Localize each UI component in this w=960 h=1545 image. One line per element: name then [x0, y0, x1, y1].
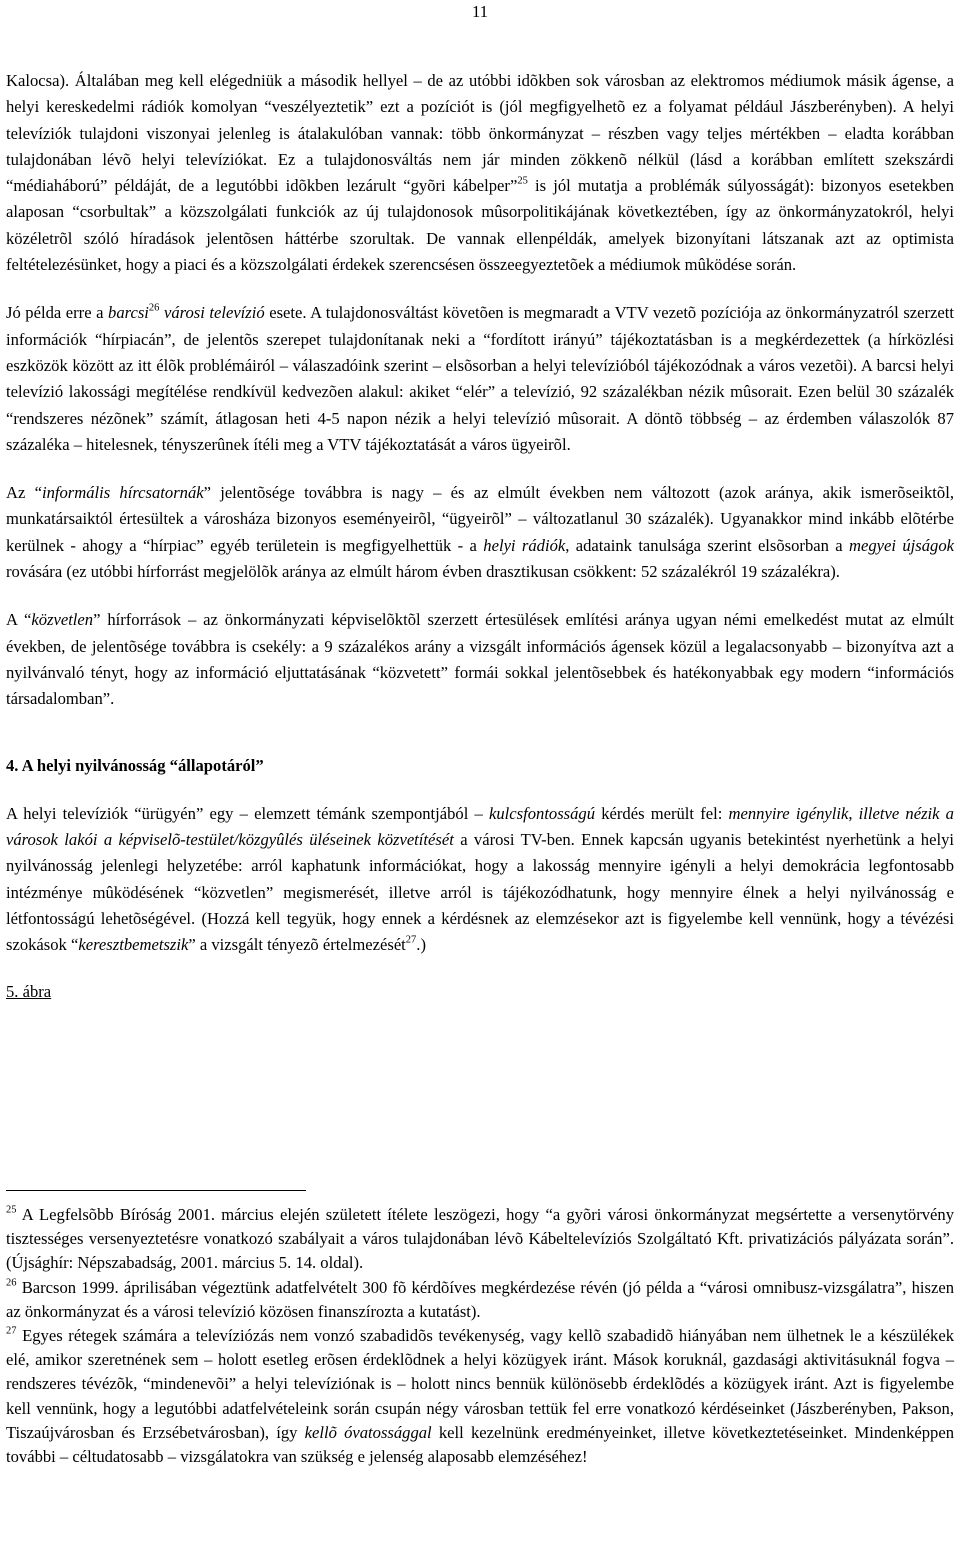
- emphasis: mennyire igénylik, illetve nézik a városok lakói a képviselõ-testület/közgyûlés üléseinek közvetítését: [6, 803, 954, 850]
- emphasis: barcsi: [108, 303, 149, 323]
- text-run: rovására (ez utóbbi hírforrást megjelölõk aránya az elmúlt három évben drasztikusan csökkent: 52 százalékról 19 százalékra).: [6, 562, 840, 582]
- footnote-27: [6, 1324, 954, 1469]
- text-run: ” hírforrások – az önkormányzati képviselõktõl szerzett értesülések említési aránya ugyan némi emelkedést mutat az elmúlt években, de jelentõsége továbbra is csekély: a 9 százalékos arány a vizsgált információs ágensek közül a legalacsonyabb – bizonyítva azt a nyilvánvaló tényt, hogy az információ eljuttatásának “közvetett” formái sokkal jelentõsebbek és hatékonyabbak egy modern “információs társadalomban”.: [6, 610, 954, 709]
- emphasis: informális hírcsatornák: [41, 483, 204, 503]
- footnote-number: 25: [6, 1204, 17, 1216]
- emphasis: kellõ óvatossággal: [304, 1422, 432, 1442]
- text-run: Az “: [6, 483, 42, 503]
- text-run: ” a vizsgált tényezõ értelmezését: [188, 935, 406, 955]
- footnote-number: 27: [6, 1325, 17, 1337]
- text-run: a városi TV-ben. Ennek kapcsán ugyanis betekintést nyerhetünk a helyi nyilvánosság jelenlegi helyzetébe: arról kaphatunk információkat, hogy a lakosság mennyire igényli a helyi demokrácia legfontosabb intézménye mûködésének “közvetlen” megismerését, illetve arról is tájékozódhatunk, hogy mennyire élnek a helyi nyilvánosság e létfontosságú lehetõségével. (Hozzá kell tegyük, hogy ennek a kérdésnek az elemzésekor azt is figyelembe kell vennünk, hogy a tévézési szokások “: [6, 830, 954, 955]
- text-run: , adataink tanulsága szerint elsõsorban a: [565, 535, 850, 555]
- text-run: A helyi televíziók “ürügyén” egy – elemzett témánk szempontjából –: [6, 803, 490, 823]
- footnote-text: A Legfelsõbb Bíróság 2001. március elején született ítélete leszögezi, hogy “a gyõri városi önkormányzat megsértette a versenytörvény tisztességes versenyeztetésre vonatkozó szabályait a város tulajdonában lévõ Kábeltelevíziós Szolgáltató Kft. privatizációs pályázata során”. (Újsághír: Népszabadság, 2001. március 5. 14. oldal).: [6, 1205, 954, 1273]
- figure-reference[interactable]: 5. ábra: [6, 981, 52, 1001]
- page-number: 11: [471, 2, 489, 21]
- footnote-ref-25[interactable]: 25: [517, 175, 528, 187]
- text-run: esete. A tulajdonosváltást követõen is megmaradt a VTV vezetõ pozíciója az önkormányzatról szerzett információk “hírpiacán”, de jelentõs szerepet tulajdonítanak neki a “fordított irányú” tájékoztatásban is a megkérdezettek (a hírközlési eszközök között az itt élõk problémáiról – válaszadóink szerint – elsõsorban a helyi televízióból tájékozódnak a város vezetõi). A barcsi helyi televízió lakossági megítélése rendkívül kedvezõen alakul: akiket “elér” a televízió, 92 százalékban nézik mûsorait. Ezen belül 30 százalék “rendszeres nézõnek” számít, átlagosan heti 4-5 napon nézik a helyi televízió mûsorait. A döntõ többség – az érdemben válaszolók 87 százaléka – hitelesnek, tényszerûnek ítéli meg a VTV tájékoztatását a város ügyeirõl.: [6, 303, 954, 454]
- body-text: [6, 68, 954, 1005]
- footnote-text: Barcson 1999. áprilisában végeztünk adatfelvételt 300 fõ kérdõíves megkérdezése révén (jó példa a “városi omnibusz-vizsgálatra”, hiszen az önkormányzat és a városi televízió közösen finanszírozta a kutatást).: [6, 1277, 954, 1321]
- emphasis: megyei újságok: [849, 535, 954, 555]
- paragraph-informal-channels: [6, 480, 954, 585]
- emphasis: városi televízió: [159, 303, 265, 323]
- footnote-25: [6, 1203, 954, 1276]
- paragraph-tv-ownership: [6, 68, 954, 278]
- section-heading: 4. A helyi nyilvánosság “állapotáról”: [6, 755, 264, 775]
- text-run: ” jelentõsége továbbra is nagy – és az elmúlt években nem változott (azok aránya, akik ismerõseiktõl, munkatársaiktól értesültek a városháza bizonyos eseményeirõl, “ügyeirõl” – változatlanul 30 százalék). Ugyanakkor mind inkább elõtérbe kerülnek - ahogy a “hírpiac” egyéb területein is megfigyelhettük - a: [6, 483, 954, 555]
- text-run: is jól mutatja a problémák súlyosságát): bizonyos esetekben alaposan “csorbultak” a közszolgálati funkciók az új tulajdonosok mûsorpolitikájának következtében, így az önkormányzatokról, helyi közéletrõl szóló híradások jelentõsen háttérbe szorultak. De vannak ellenpéldák, amelyek bizonyítani látszanak azt az optimista feltételezésünket, hogy a piaci és a közszolgálati érdekek szerencsésen összeegyeztetõek a médiumok mûködése során.: [6, 176, 954, 275]
- footnote-ref-26[interactable]: 26: [148, 303, 160, 315]
- emphasis: kulcsfontosságú: [489, 803, 596, 823]
- footnote-text: kell kezelnünk eredményeinket, illetve következtetéseinket. Mindenképpen további – céltudatosabb – vizsgálatokra van szükség e jelenség alaposabb elemzéséhez!: [6, 1422, 955, 1467]
- footnote-text: Egyes rétegek számára a televíziózás nem vonzó szabadidõs tevékenység, vagy kellõ szabadidõ hiányában nem ülhetnek le a készülékek elé, amikor szeretnének sem – holott esetleg erõsen érdeklõdnek a helyi közügyek iránt. Mások koruknál, gazdasági aktivitásuknál fogva – rendszeres tévézõk, “mindenevõi” a helyi televíziónak is – holott nincs bennük különösebb érdeklõdés a közügyek iránt. Azt is figyelembe kell vennünk, hogy a legutóbbi adatfelvételeink során csupán négy városban tettük fel erre vonatkozó kérdéseinket (Jászberényben, Pakson, Tiszaújvárosban és Erzsébetvárosban), így: [6, 1326, 954, 1442]
- paragraph-direct-sources: [6, 607, 954, 712]
- text-run: Jó példa erre a: [6, 303, 109, 323]
- paragraph-barcs: [6, 300, 954, 458]
- footnote-number: 26: [6, 1277, 17, 1289]
- footnote-26: [6, 1276, 954, 1324]
- paragraph-local-publicity: [6, 801, 954, 959]
- emphasis: közvetlen: [31, 610, 94, 630]
- emphasis: helyi rádiók: [483, 535, 566, 555]
- text-run: A “: [6, 610, 32, 630]
- footnote-divider: [6, 1190, 306, 1191]
- emphasis: keresztbemetszik: [78, 935, 189, 955]
- text-run: kérdés merült fel:: [595, 803, 729, 823]
- text-run: .): [416, 935, 426, 955]
- footnote-ref-27[interactable]: 27: [405, 934, 417, 946]
- text-run: Kalocsa). Általában meg kell elégedniük a második hellyel – de az utóbbi idõkben sok városban az elektromos médiumok másik ágense, a helyi kereskedelmi rádiók komolyan “veszélyeztetik” ezt a pozíciót is (jól megfigyelhetõ ez a folyamat például Jászberényben). A helyi televíziók tulajdoni viszonyai jelenleg is átalakulóban vannak: több önkormányzat – részben vagy teljes mértékben – eladta korábban tulajdonában lévõ helyi televíziókat. Ez a tulajdonosváltás nem jár minden zökkenõ nélkül (lásd a korábban említett szekszárdi “médiaháború” példáját, de a legutóbbi idõkben lezárult “gyõri kábelper”: [6, 71, 954, 196]
- footnotes: [6, 1190, 954, 1469]
